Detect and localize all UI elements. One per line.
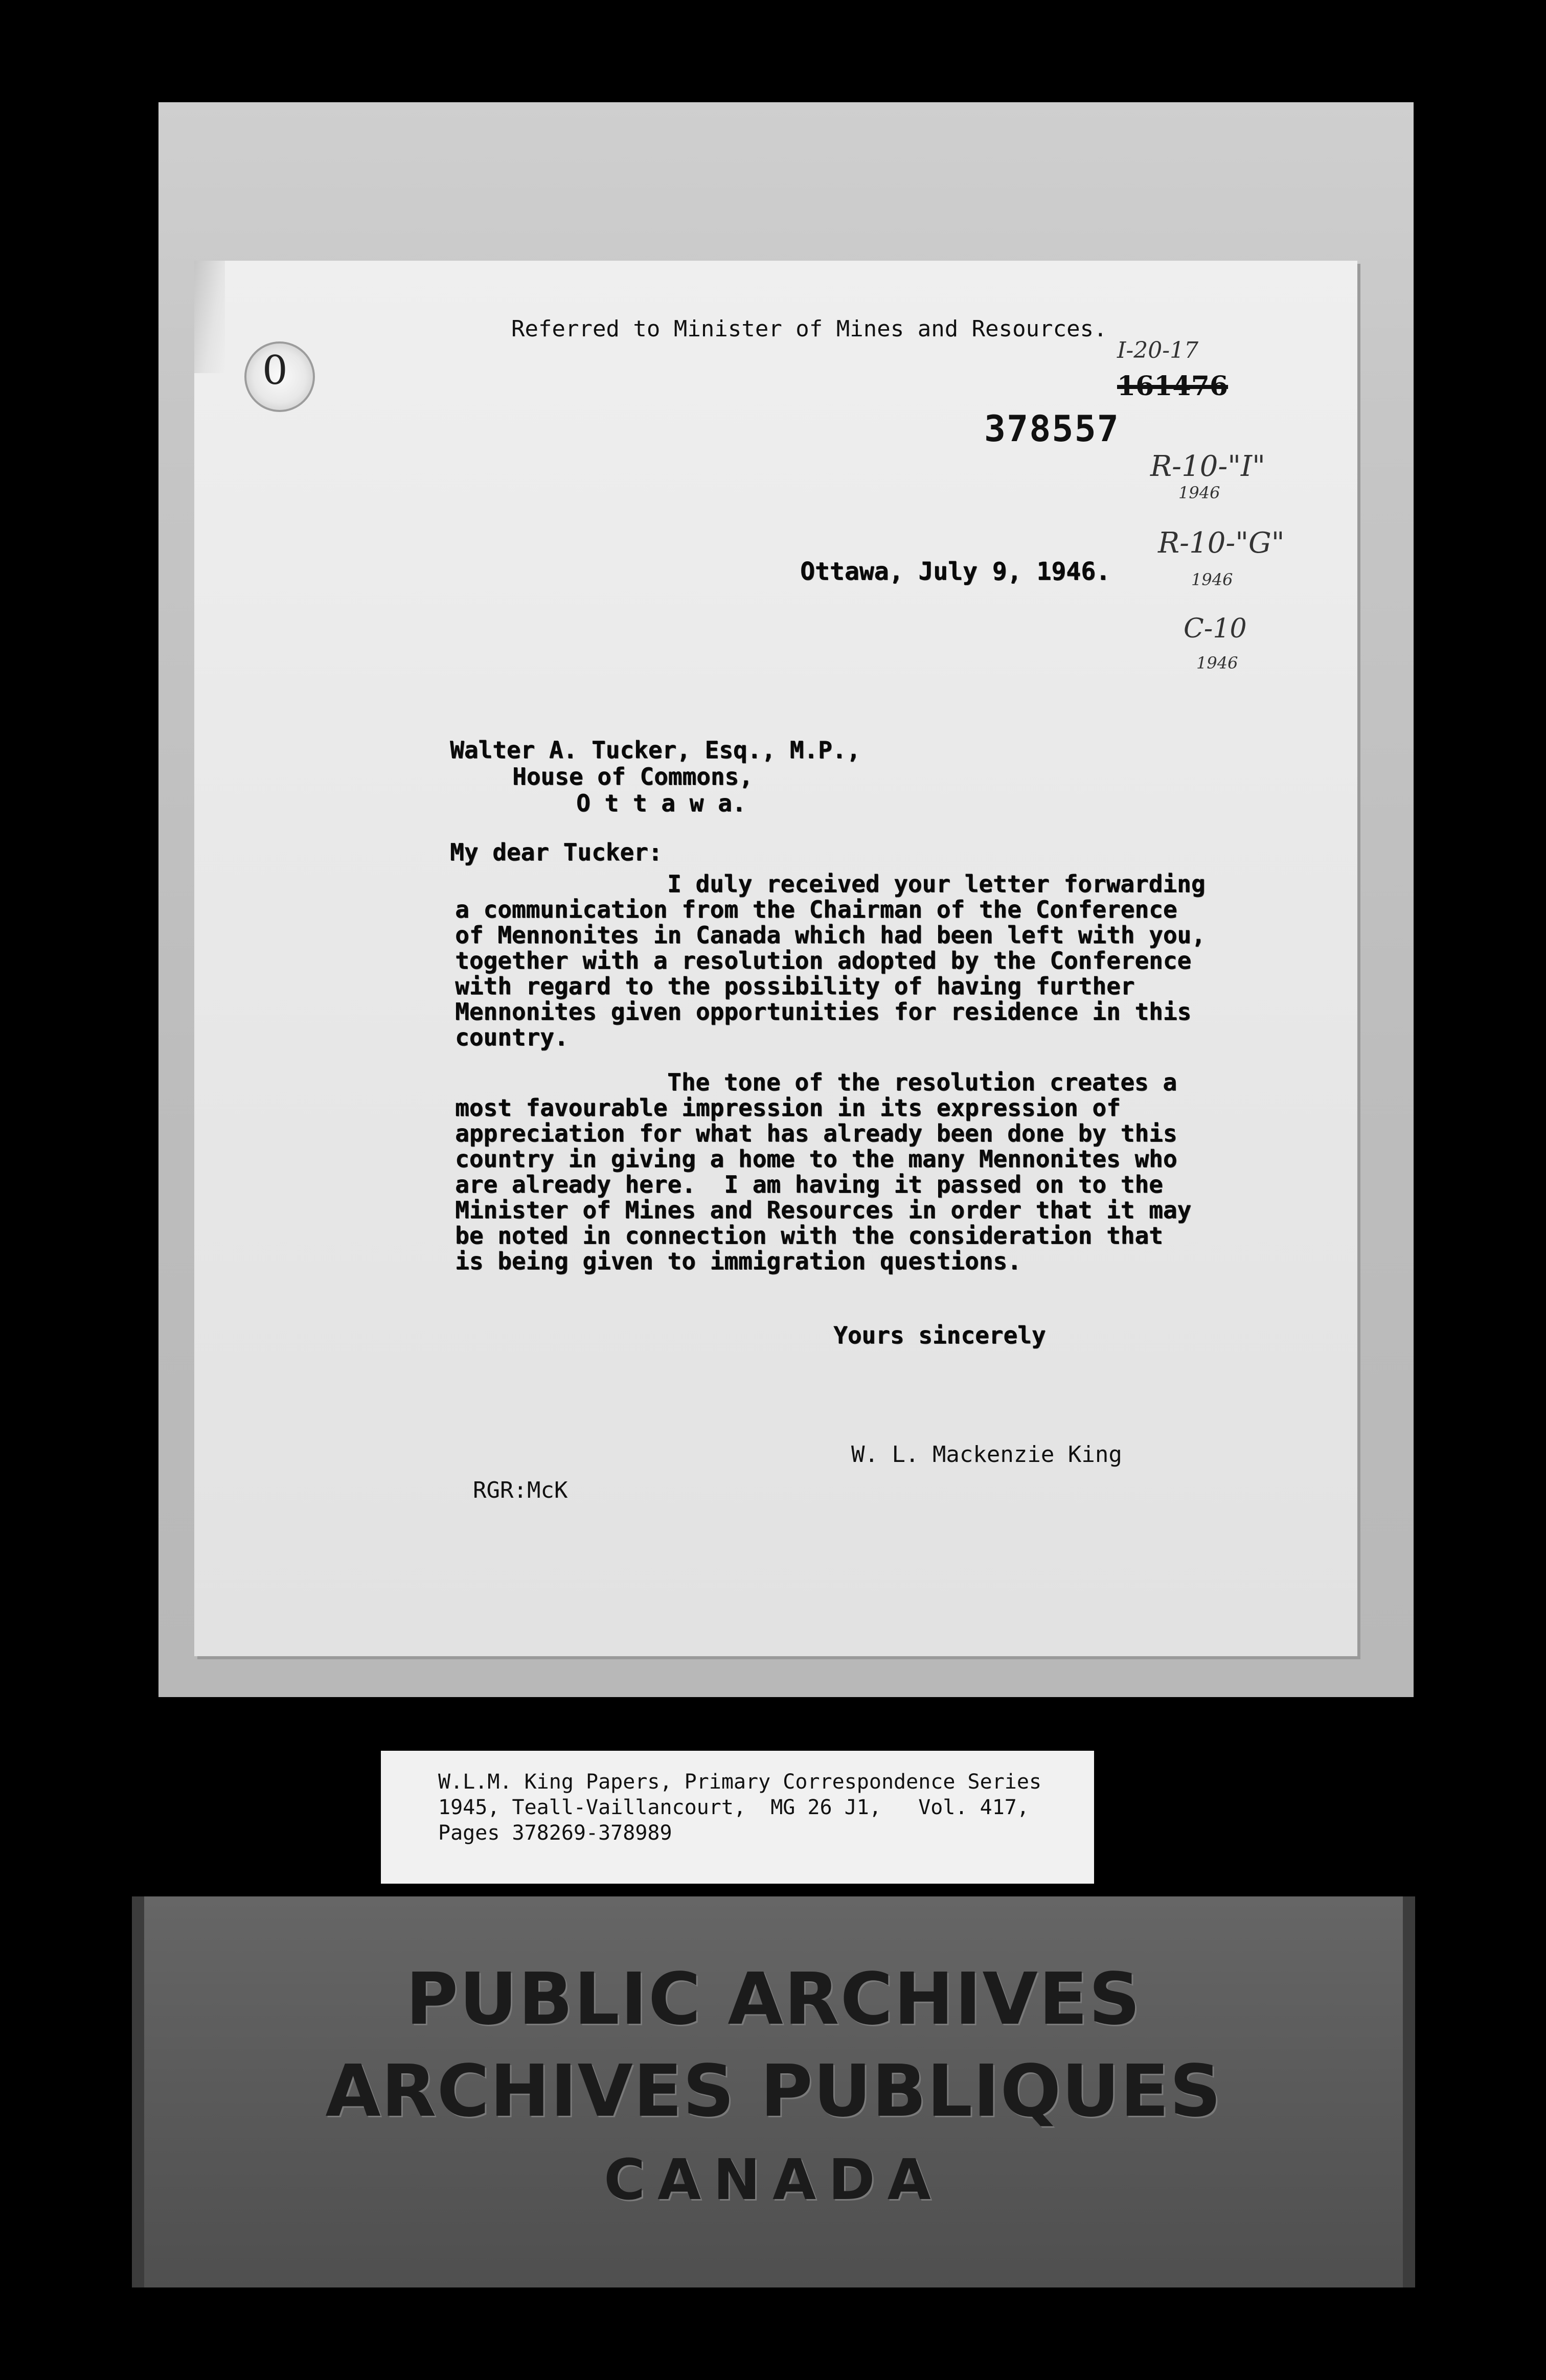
file-ref-2-year: 1946 xyxy=(1191,570,1233,589)
paragraph-1-line: together with a resolution adopted by the Conference xyxy=(455,947,1192,974)
paragraph-2-line: appreciation for what has already been done by this xyxy=(455,1119,1177,1147)
paragraph-2-line: Minister of Mines and Resources in order that it may xyxy=(455,1196,1192,1224)
paragraph-2-line: is being given to immigration questions. xyxy=(455,1247,1021,1275)
circle-mark: 0 xyxy=(262,348,288,394)
typist-initials: RGR:McK xyxy=(473,1477,568,1503)
salutation: My dear Tucker: xyxy=(450,838,663,866)
paragraph-2-line: are already here. I am having it passed on to the xyxy=(455,1171,1163,1198)
file-ref-3: C-10 xyxy=(1184,613,1247,644)
file-ref-2: R-10-"G" xyxy=(1158,527,1285,560)
label-line: Pages 378269-378989 xyxy=(438,1821,672,1845)
stamp-line-english: PUBLIC ARCHIVES xyxy=(405,1958,1142,2041)
page-curl xyxy=(194,261,225,373)
closing: Yours sincerely xyxy=(833,1321,1046,1349)
referral-note: Referred to Minister of Mines and Resources. xyxy=(511,316,1107,342)
paragraph-1-line: of Mennonites in Canada which had been left with you, xyxy=(455,921,1206,949)
paragraph-1-line: with regard to the possibility of having further xyxy=(455,972,1135,1000)
paragraph-2-line: most favourable impression in its expression of xyxy=(455,1094,1121,1122)
file-ref-1: R-10-"I" xyxy=(1150,450,1265,483)
addressee-name: Walter A. Tucker, Esq., M.P., xyxy=(450,736,861,764)
struck-number: 161476 xyxy=(1117,371,1229,402)
label-line: W.L.M. King Papers, Primary Correspondence Series xyxy=(438,1770,1042,1794)
paragraph-2-line: The tone of the resolution creates a xyxy=(667,1068,1177,1096)
letter-date: Ottawa, July 9, 1946. xyxy=(800,557,1110,586)
paragraph-2-line: country in giving a home to the many Mennonites who xyxy=(455,1145,1177,1173)
stamp-line-country: CANADA xyxy=(604,2147,943,2212)
label-line: 1945, Teall-Vaillancourt, MG 26 J1, Vol. 417, xyxy=(438,1796,1029,1819)
addressee-line-2: House of Commons, xyxy=(512,763,753,790)
file-ref-3-year: 1946 xyxy=(1196,653,1238,673)
addressee-line-3: O t t a w a. xyxy=(576,789,746,817)
paragraph-1-line: Mennonites given opportunities for residence in this xyxy=(455,998,1192,1025)
archive-label xyxy=(381,1751,1094,1884)
file-ref-1-year: 1946 xyxy=(1178,483,1220,502)
paragraph-2-line: be noted in connection with the consideration that xyxy=(455,1222,1163,1249)
signature-block: W. L. Mackenzie King xyxy=(851,1441,1122,1468)
paragraph-1-line: I duly received your letter forwarding xyxy=(667,870,1206,898)
archives-stamp xyxy=(132,1896,1415,2287)
handwritten-file-number: I-20-17 xyxy=(1117,337,1199,363)
paragraph-1-line: country. xyxy=(455,1023,569,1051)
document-number: 378557 xyxy=(984,408,1120,450)
stamp-line-french: ARCHIVES PUBLIQUES xyxy=(325,2050,1222,2133)
paragraph-1-line: a communication from the Chairman of the Conference xyxy=(455,896,1177,923)
